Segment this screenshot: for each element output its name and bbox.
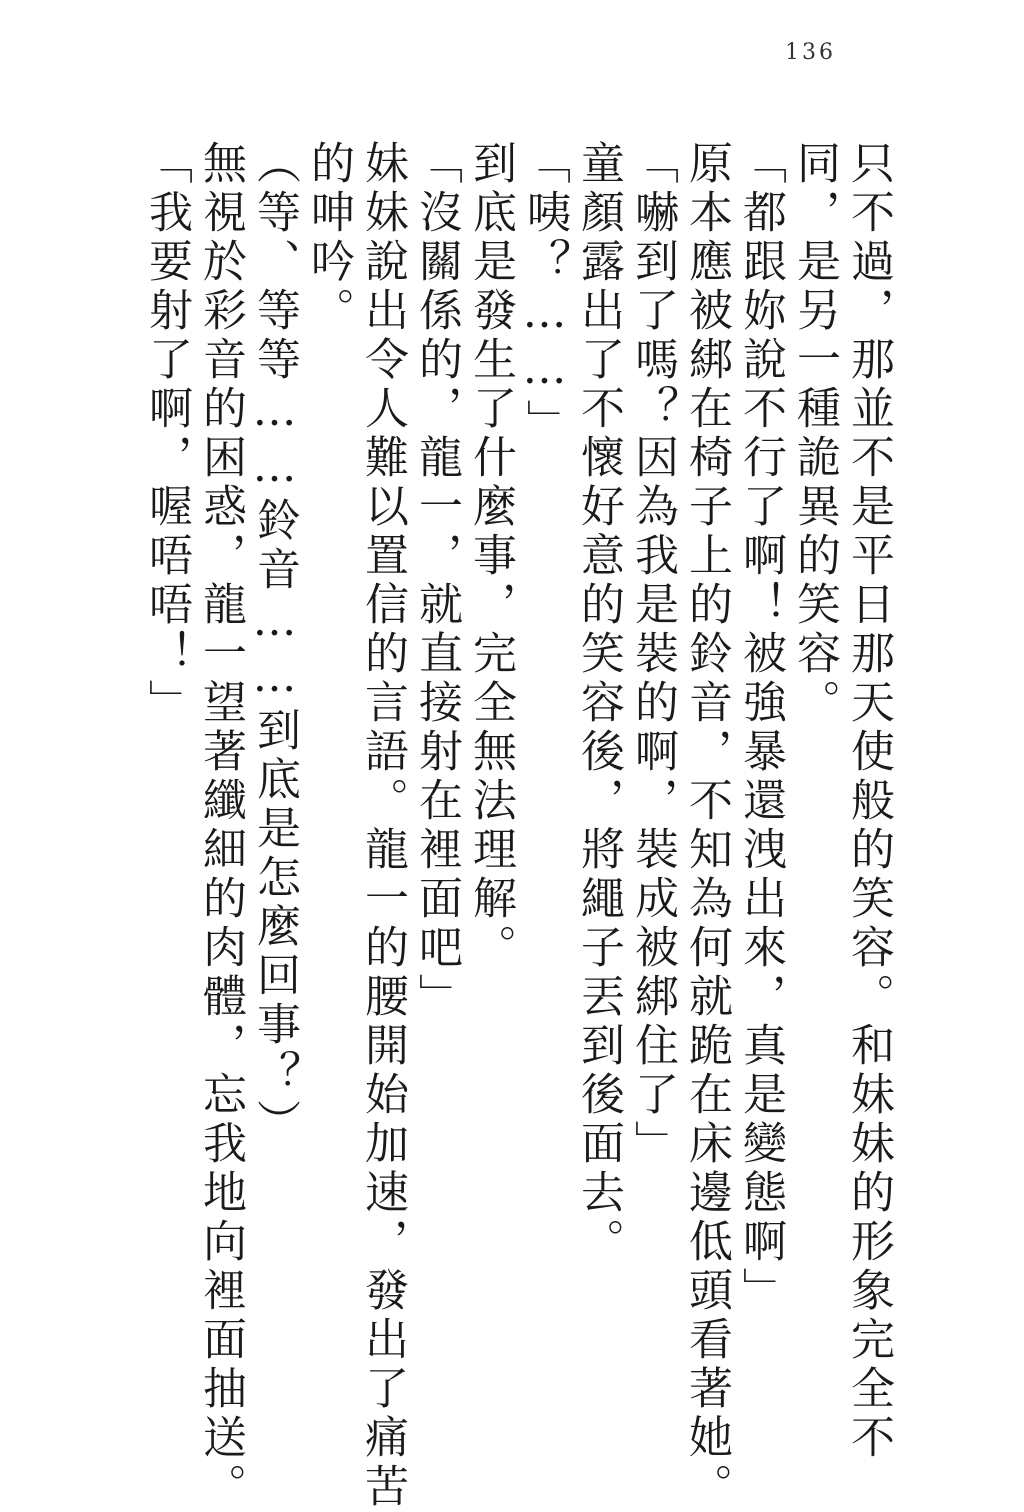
text-column: 「沒關係的，龍一，就直接射在裡面吧」 — [411, 140, 462, 1022]
text-column: 的呻吟。 — [303, 140, 354, 336]
text-column: 只不過，那並不是平日那天使般的笑容。和妹妹的形象完全不 — [843, 140, 894, 1463]
text-column: 「咦？……」 — [519, 140, 570, 448]
text-column: 「我要射了啊，喔唔唔！」 — [141, 140, 192, 728]
vertical-text-body — [141, 140, 894, 1512]
text-column: 童顏露出了不懷好意的笑容後，將繩子丟到後面去。 — [573, 140, 624, 1267]
text-column: 「都跟妳說不行了啊！被強暴還洩出來，真是變態啊」 — [735, 140, 786, 1316]
text-column: 原本應被綁在椅子上的鈴音，不知為何就跪在床邊低頭看著她。 — [681, 140, 732, 1512]
text-column: 到底是發生了什麼事，完全無法理解。 — [465, 140, 516, 973]
text-column: （等、等等……鈴音……到底是怎麼回事？） — [249, 140, 300, 1148]
text-column: 「嚇到了嗎？因為我是裝的啊，裝成被綁住了」 — [627, 140, 678, 1169]
text-column: 同，是另一種詭異的笑容。 — [789, 140, 840, 728]
page-number: 136 — [785, 40, 836, 65]
text-column: 無視於彩音的困惑，龍一望著纖細的肉體，忘我地向裡面抽送。 — [195, 140, 246, 1512]
text-column: 妹妹說出令人難以置信的言語。龍一的腰開始加速，發出了痛苦 — [357, 140, 408, 1512]
